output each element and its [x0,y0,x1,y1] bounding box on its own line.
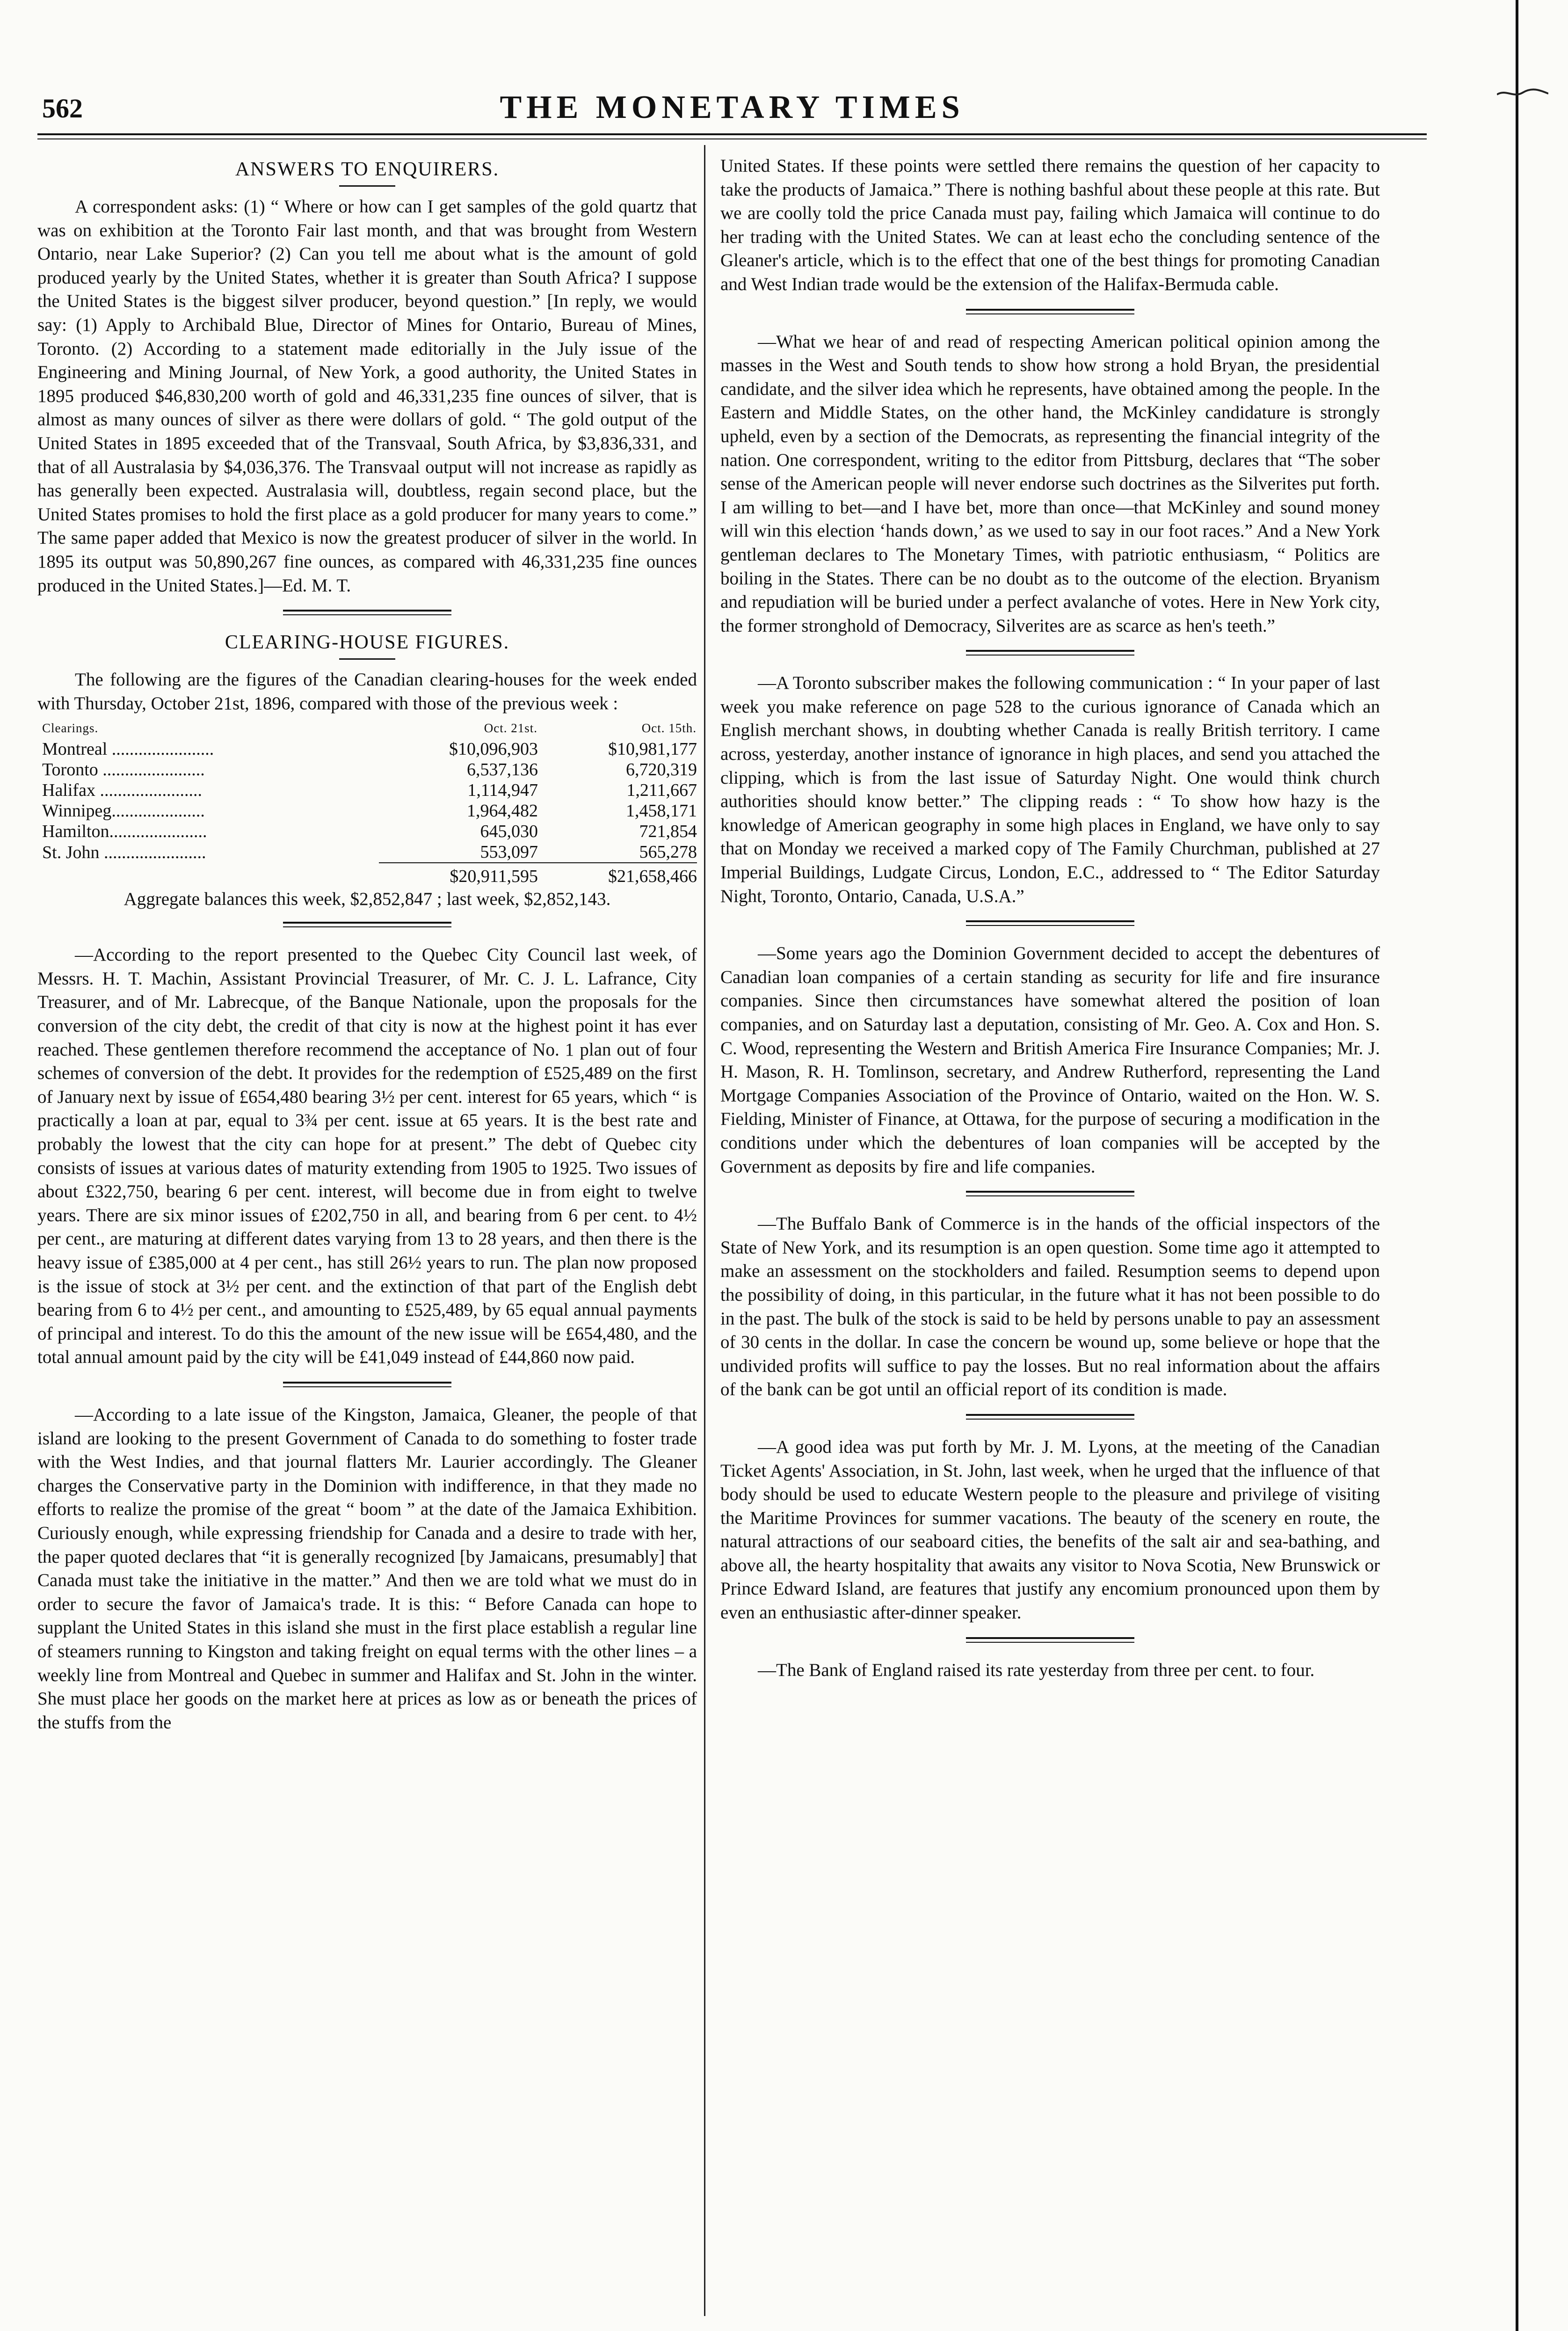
lyons-article: —A good idea was put forth by Mr. J. M. Lyons, at the meeting of the Canadian Ticket Agents' Association, in St. John, last week, when he urged that the influence of that body should be used to educate Western people to the pleasure and privilege of visiting the Maritime Provinces for summer vacations. The beauty of the scenery en route, the natural attractions of our seaboard cities, the benefits of the salt air and sea-bathing, and above all, the hearty hospitality that awaits any visitor to Nova Scotia, New Brunswick or Prince Edward Island, are features that justify any encomium pronounced upon them by even an enthusiastic after-dinner speaker. [720,1436,1380,1623]
section-separator [966,920,1134,926]
bank-of-england-article: —The Bank of England raised its rate yesterday from three per cent. to four. [758,1660,1315,1680]
page-edge-mark [1516,0,1518,2331]
total-cell: $21,658,466 [538,863,697,887]
value-cell: $10,096,903 [449,739,538,759]
section-separator [966,309,1134,314]
section-separator [283,610,451,615]
value-cell: 1,458,171 [626,801,697,821]
value-cell: 1,211,667 [626,780,697,801]
section-separator [283,1382,451,1387]
right-column [720,154,1380,1682]
answers-body: A correspondent asks: (1) “ Where or how can I get samples of the gold quartz that was on exhibition at the Toronto Fair last month, and that was brought from Western Ontario, near Lake Superior? (2) Can you tell me about what is the amount of gold produced yearly by the United States, whether it is greater than South Africa? I suppose the United States is the biggest silver producer, beyond question.” [In reply, we would say: (1) Apply to Archibald Blue, Director of Mines for Ontario, Bureau of Mines, Toronto. (2) According to a statement made editorially in the July issue of the Engineering and Mining Journal, of New York, a good authority, the United States in 1895 produced $46,830,200 worth of gold and 46,331,235 fine ounces of silver, that is almost as many ounces of silver as there were dollars of gold. “ The gold output of the United States in 1895 exceeded that of the Transvaal, South Africa, by $3,836,331, and that of all Australasia by $4,036,376. The Transvaal output will not increase as rapidly as has generally been expected. Australasia will, doubtless, regain second place, but the United States promises to hold the first place as a gold producer for many years to come.” The same paper added that Mexico is now the greatest producer of silver in the world. In 1895 its output was 50,890,267 fine ounces, as compared with 46,331,235 fine ounces produced in the United States.]—Ed. M. T. [37,197,697,596]
toronto-article: —A Toronto subscriber makes the following communication : “ In your paper of last week you make reference on page 528 to the curious ignorance of Canada which an English merchant shows, in doubting whether Canada is really British territory. I came across, yesterday, another instance of ignorance in high places, and send you attached the clipping, which is from the last issue of Saturday Night. One would think church authorities should know better.” The clipping reads : “ To show how hazy is the knowledge of American geography in some high places in England, we have only to say that on Monday we received a marked copy of The Family Churchman, published at 27 Imperial Buildings, Ludgate Circus, London, E.C., addressed to “ The Editor Saturday Night, Toronto, Ontario, Canada, U.S.A.” [720,673,1380,906]
city-cell: St. John ....................... [42,842,206,862]
jamaica-article: —According to a late issue of the Kingston, Jamaica, Gleaner, the people of that island are looking to the present Government of Canada to do something to foster trade with the West Indies, and that journal flatters Mr. Laurier accordingly. The Gleaner charges the Conservative party in the Dominion with indifference, in that they made no efforts to realize the promise of the great “ boom ” at the date of the Jamaica Exhibition. Curiously enough, while expressing friendship for Canada and a desire to trade with her, the paper quoted declares that “it is generally recognized [by Jamaicans, presumably] that Canada must take the initiative in the matter.” And then we are told what we must do in order to secure the favor of Jamaica's trade. It is this: “ Before Canada can hope to supplant the United States in this island she must in the first place establish a regular line of steamers running to Kingston and taking freight on equal terms with the other lines – a weekly line from Montreal and Quebec in summer and Halifax and St. John in the winter. She must place her goods on the market here at prices as low as or beneath the prices of the stuffs from the [37,1404,697,1733]
table-row [37,842,697,863]
city-cell: Hamilton...................... [42,822,207,842]
dominion-article: —Some years ago the Dominion Government decided to accept the debentures of Canadian loan companies of a certain standing as security for life and fire insurance companies. Since then circumstances have somewhat altered the position of loan companies, and on Saturday last a deputation, consisting of Mr. Geo. A. Cox and Hon. S. C. Wood, representing the Western and British America Fire Insurance Companies; Mr. J. H. Mason, R. H. Tomlinson, secretary, and Andrew Rutherford, representing the Land Mortgage Companies Association of the Province of Ontario, waited on the Hon. W. S. Fielding, Minister of Finance, at Ottawa, for the purpose of securing a modification in the conditions under which the debentures of loan companies will be accepted by the Government as deposits by fire and life companies. [720,943,1380,1177]
table-row [37,801,697,821]
margin-scribble [1497,84,1548,103]
table-row [37,821,697,842]
value-cell: 6,537,136 [467,760,538,780]
politics-article: —What we hear of and read of respecting American political opinion among the masses in the West and South tends to show how strong a hold Bryan, the presidential candidate, and the silver idea which he represents, have obtained among the people. In the Eastern and Middle States, on the other hand, the McKinley candidature is strongly upheld, even by a section of the Democrats, as representing the financial integrity of the nation. One correspondent, writing to the editor from Pittsburg, declares that “The sober sense of the American people will never endorse such doctrines as the Silverites put forth. I am willing to bet—and I have bet, more than once—that McKinley and sound money will win this election ‘hands down,’ as we used to say in our foot races.” And a New York gentleman declares to The Monetary Times, with patriotic enthusiasm, “ Politics are boiling in the States. There can be no doubt as to the outcome of the election. Bryanism and repudiation will be buried under a perfect avalanche of votes. Here in New York city, the former stronghold of Democracy, Silverites are as scarce as hen's teeth.” [720,331,1380,636]
header-rule-thin [37,138,1427,139]
left-column [37,154,697,1734]
aggregate-balances: Aggregate balances this week, $2,852,847 ; last week, $2,852,143. [123,889,611,910]
section-separator [966,650,1134,656]
city-cell: Winnipeg..................... [42,801,205,821]
city-cell: Montreal ....................... [42,739,214,759]
section-separator [966,1414,1134,1420]
value-cell: 565,278 [639,842,697,862]
header-rule [37,133,1427,135]
masthead-title: THE MONETARY TIMES [500,89,965,125]
heading-rule [339,185,395,187]
page-header [37,89,1427,126]
value-cell: 1,964,482 [467,801,538,821]
jamaica-article-continued: United States. If these points were settled there remains the question of her capacity to take the products of Jamaica.” There is nothing bashful about these people at this rate. But we are coolly told the price Canada must pay, failing which Jamaica will continue to do her trading with the United States. We can at least echo the concluding sentence of the Gleaner's article, which is to the effect that one of the best things for promoting Canadian and West Indian trade would be the extension of the Halifax-Bermuda cable. [720,156,1380,294]
section-separator [966,1191,1134,1196]
clearing-intro: The following are the figures of the Canadian clearing-houses for the week ended with Thursday, October 21st, 1896, compared with those of the previous week : [37,670,697,714]
table-row [37,780,697,801]
section-separator [283,922,451,927]
buffalo-article: —The Buffalo Bank of Commerce is in the hands of the official inspectors of the State of New York, and its resumption is an open question. Some time ago it attempted to make an assessment on the stockholders and failed. Resumption seems to depend upon the possibility of doing, in this particular, in the future what it has not been possible to do in the past. The bulk of the stock is said to be held by persons unable to pay an assessment of 30 cents in the dollar. In case the concern be wound up, some believe or hope that the undivided profits will suffice to pay the losses. But no real information about the affairs of the bank can be got until an official report of its condition is made. [720,1214,1380,1400]
table-row [37,759,697,780]
page-number: 562 [42,93,83,124]
value-cell: $10,981,177 [608,739,697,759]
column-divider [704,145,705,2316]
table-header-row [37,717,697,739]
value-cell: 1,114,947 [467,780,538,801]
total-row [37,863,697,887]
value-cell: 721,854 [639,822,697,842]
clearing-heading: CLEARING-HOUSE FIGURES. [225,632,510,654]
clearing-table [37,717,697,887]
city-cell: Toronto ....................... [42,760,205,780]
city-cell: Halifax ....................... [42,780,202,801]
total-cell: $20,911,595 [379,863,538,887]
value-cell: 6,720,319 [626,760,697,780]
column-header: Clearings. [42,721,99,736]
table-row [37,739,697,759]
quebec-article: —According to the report presented to the Quebec City Council last week, of Messrs. H. T. Machin, Assistant Provincial Treasurer, of Mr. C. J. L. Lafrance, City Treasurer, and of Mr. Labrecque, of the Banque Nationale, upon the proposals for the conversion of the city debt, the credit of that city is now at the highest point it has ever reached. These gentlemen therefore recommend the acceptance of No. 1 plan out of four schemes of conversion of the debt. It provides for the redemption of £525,489 on the first of January next by issue of £654,480 bearing 3½ per cent. interest for 65 years, which “ is practically a loan at par, equal to 3¾ per cent. issue at 65 years. It is the best rate and probably the lowest that the city can hope for at present.” The debt of Quebec city consists of issues at various dates of maturity extending from 1905 to 1925. Two issues of about £322,750, bearing 6 per cent. interest, will become due in from eight to twelve years. There are six minor issues of £202,750 in all, and bearing from 6 per cent. to 4½ per cent., are maturing at different dates varying from 13 to 28 years, and then there is the heavy issue of £385,000 at 4 per cent., has still 26½ years to run. The plan now proposed is the issue of stock at 3½ per cent. and the extinction of that part of the English debt bearing from 6 to 4½ per cent., and amounting to £525,489, by 65 equal annual payments of principal and interest. To do this the amount of the new issue will be £654,480, and the total annual amount paid by the city will be £41,049 instead of £44,860 now paid. [37,945,697,1368]
column-header: Oct. 21st. [484,721,537,736]
section-separator [966,1637,1134,1643]
value-cell: 645,030 [480,822,538,842]
column-header: Oct. 15th. [641,721,697,736]
answers-heading: ANSWERS TO ENQUIRERS. [235,159,500,180]
value-cell: 553,097 [480,842,538,862]
heading-rule [339,658,395,660]
